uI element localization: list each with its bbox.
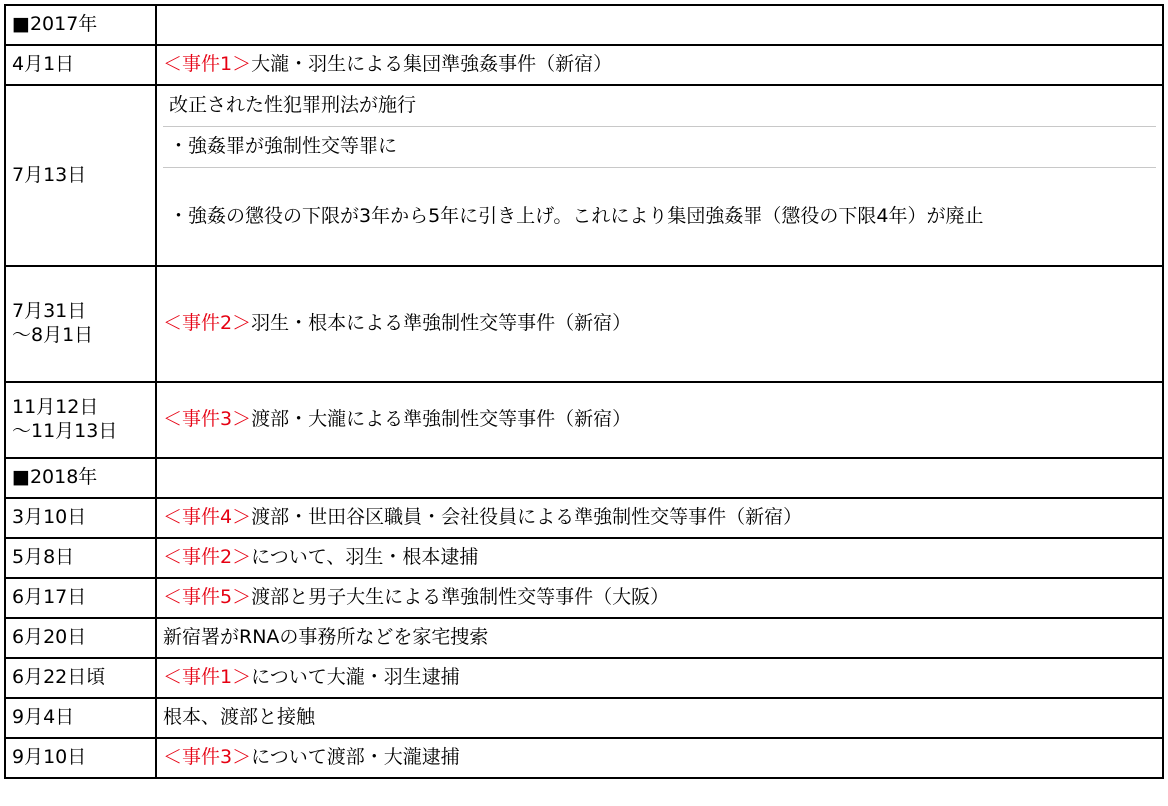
- table-row: [5, 538, 1163, 578]
- event-cell: [156, 382, 1163, 458]
- table-row: [5, 458, 1163, 498]
- year-header-blank: [156, 458, 1163, 498]
- law-change-cell: [156, 85, 1163, 266]
- table-row: [5, 382, 1163, 458]
- year-header-2018: ■2018年: [5, 458, 156, 498]
- date-cell: [5, 266, 156, 382]
- table-row: [5, 738, 1163, 778]
- event-label: ＜事件3＞: [163, 746, 252, 769]
- event-text: 大瀧・羽生による集団準強姦事件（新宿）: [251, 53, 613, 76]
- date-cell: 5月8日: [5, 538, 156, 578]
- date-cell: 3月10日: [5, 498, 156, 538]
- event-label: ＜事件1＞: [163, 666, 252, 689]
- date-cell: [5, 382, 156, 458]
- table-row: [5, 266, 1163, 382]
- date-cell: 6月20日: [5, 618, 156, 658]
- event-text: について渡部・大瀧逮捕: [251, 746, 460, 769]
- law-line: 改正された性犯罪刑法が施行: [169, 94, 417, 117]
- event-cell: [156, 266, 1163, 382]
- table-row: [5, 658, 1163, 698]
- event-cell: [156, 738, 1163, 778]
- event-cell: [156, 658, 1163, 698]
- event-text: 渡部・大瀧による準強制性交等事件（新宿）: [251, 408, 632, 431]
- date-cell: 7月13日: [5, 85, 156, 266]
- date-cell: 9月4日: [5, 698, 156, 738]
- table-row: [5, 698, 1163, 738]
- event-label: ＜事件5＞: [163, 586, 252, 609]
- event-label: ＜事件4＞: [163, 506, 252, 529]
- table-row: [5, 618, 1163, 658]
- year-header-blank: [156, 5, 1163, 45]
- date-cell: 4月1日: [5, 45, 156, 85]
- event-label: ＜事件1＞: [163, 53, 252, 76]
- date-cell: 6月17日: [5, 578, 156, 618]
- event-label: ＜事件2＞: [163, 546, 252, 569]
- event-cell: [156, 698, 1163, 738]
- event-text: 根本、渡部と接触: [163, 706, 316, 729]
- table-row: [5, 498, 1163, 538]
- date-start: 11月12日: [12, 396, 99, 419]
- event-cell: [156, 538, 1163, 578]
- event-cell: [156, 578, 1163, 618]
- event-label: ＜事件3＞: [163, 408, 252, 431]
- year-header-2017: ■2017年: [5, 5, 156, 45]
- date-cell: 9月10日: [5, 738, 156, 778]
- table-row: [5, 5, 1163, 45]
- event-text: について、羽生・根本逮捕: [251, 546, 479, 569]
- law-line: ・強姦罪が強制性交等罪に: [163, 126, 1156, 167]
- event-cell: [156, 618, 1163, 658]
- event-text: 新宿署がRNAの事務所などを家宅捜索: [163, 626, 489, 649]
- event-label: ＜事件2＞: [163, 312, 252, 335]
- event-text: 渡部と男子大生による準強制性交等事件（大阪）: [251, 586, 670, 609]
- timeline-table: [4, 4, 1164, 779]
- date-cell: 6月22日頃: [5, 658, 156, 698]
- event-text: 羽生・根本による準強制性交等事件（新宿）: [251, 312, 632, 335]
- table-row: [5, 85, 1163, 266]
- law-line: ・強姦の懲役の下限が3年から5年に引き上げ。これにより集団強姦罪（懲役の下限4年）が廃止: [163, 167, 1156, 265]
- event-text: について大瀧・羽生逮捕: [251, 666, 460, 689]
- event-cell: [156, 498, 1163, 538]
- date-end: 〜8月1日: [12, 324, 94, 346]
- event-text: 渡部・世田谷区職員・会社役員による準強制性交等事件（新宿）: [251, 506, 803, 529]
- date-start: 7月31日: [12, 300, 87, 323]
- event-cell: [156, 45, 1163, 85]
- date-end: 〜11月13日: [12, 420, 118, 442]
- table-row: [5, 45, 1163, 85]
- table-row: [5, 578, 1163, 618]
